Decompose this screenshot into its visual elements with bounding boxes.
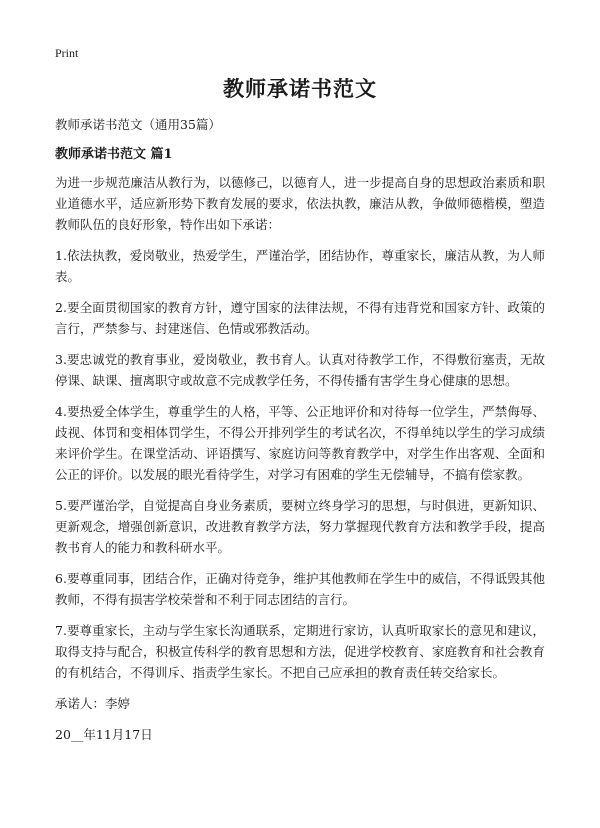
commitment-item-6: 6.要尊重同事，团结合作，正确对待竞争，维护其他教师在学生中的威信，不得诋毁其他教师，不得有损害学校荣誉和不利于同志团结的言行。 — [55, 571, 545, 607]
commitment-item-2: 2.要全面贯彻国家的教育方针，遵守国家的法律法规，不得有违背党和国家方针、政策的言行，严禁参与、封建迷信、色情或邪教活动。 — [55, 300, 545, 336]
date-line: 20__年11月17日 — [55, 727, 153, 742]
commitment-item-3: 3.要忠诚党的教育事业，爱岗敬业，教书育人。认真对待教学工作，不得敷衍塞责，无故停课、缺课、擅离职守或故意不完成教学任务，不得传播有害学生身心健康的思想。 — [55, 352, 545, 388]
commitment-item-1: 1.依法执教，爱岗敬业，热爱学生，严谨治学，团结协作，尊重家长，廉洁从教，为人师表。 — [55, 248, 545, 284]
commitment-item-4: 4.要热爱全体学生，尊重学生的人格，平等、公正地评价和对待每一位学生，严禁侮辱、歧视、体罚和变相体罚学生，不得公开排列学生的考试名次，不得单纯以学生的学习成绩来评价学生。在课堂活动、评语撰写、家庭访问等教育教学中，对学生作出客观、全面和公正的评价。以发展的眼光看待学生，对学习有困难的学生无偿辅导，不搞有偿家教。 — [55, 404, 545, 482]
section-heading: 教师承诺书范文 篇1 — [55, 147, 173, 162]
print-link[interactable]: Print — [55, 46, 79, 60]
commitment-item-5: 5.要严谨治学，自觉提高自身业务素质，要树立终身学习的思想，与时俱进，更新知识、更新观念，增强创新意识，改进教育教学方法，努力掌握现代教育方法和教学手段，提高教书育人的能力和教科研水平。 — [55, 498, 545, 555]
page-title: 教师承诺书范文 — [223, 76, 377, 101]
commitment-item-7: 7.要尊重家长，主动与学生家长沟通联系，定期进行家访，认真听取家长的意见和建议，取得支持与配合，积极宣传科学的教育思想和方法，促进学校教育、家庭教育和社会教育的有机结合，不得训斥、指责学生家长。不把自己应承担的教育责任转交给家长。 — [55, 623, 545, 680]
signer-line: 承诺人：李婷 — [55, 696, 131, 711]
intro-paragraph: 为进一步规范廉洁从教行为，以德修己，以德育人，进一步提高自身的思想政治素质和职业道德水平，适应新形势下教育发展的要求，依法执教，廉洁从教，争做师德楷模，塑造教师队伍的良好形象，特作出如下承诺： — [55, 175, 545, 232]
document-subtitle: 教师承诺书范文（通用35篇） — [55, 117, 221, 132]
